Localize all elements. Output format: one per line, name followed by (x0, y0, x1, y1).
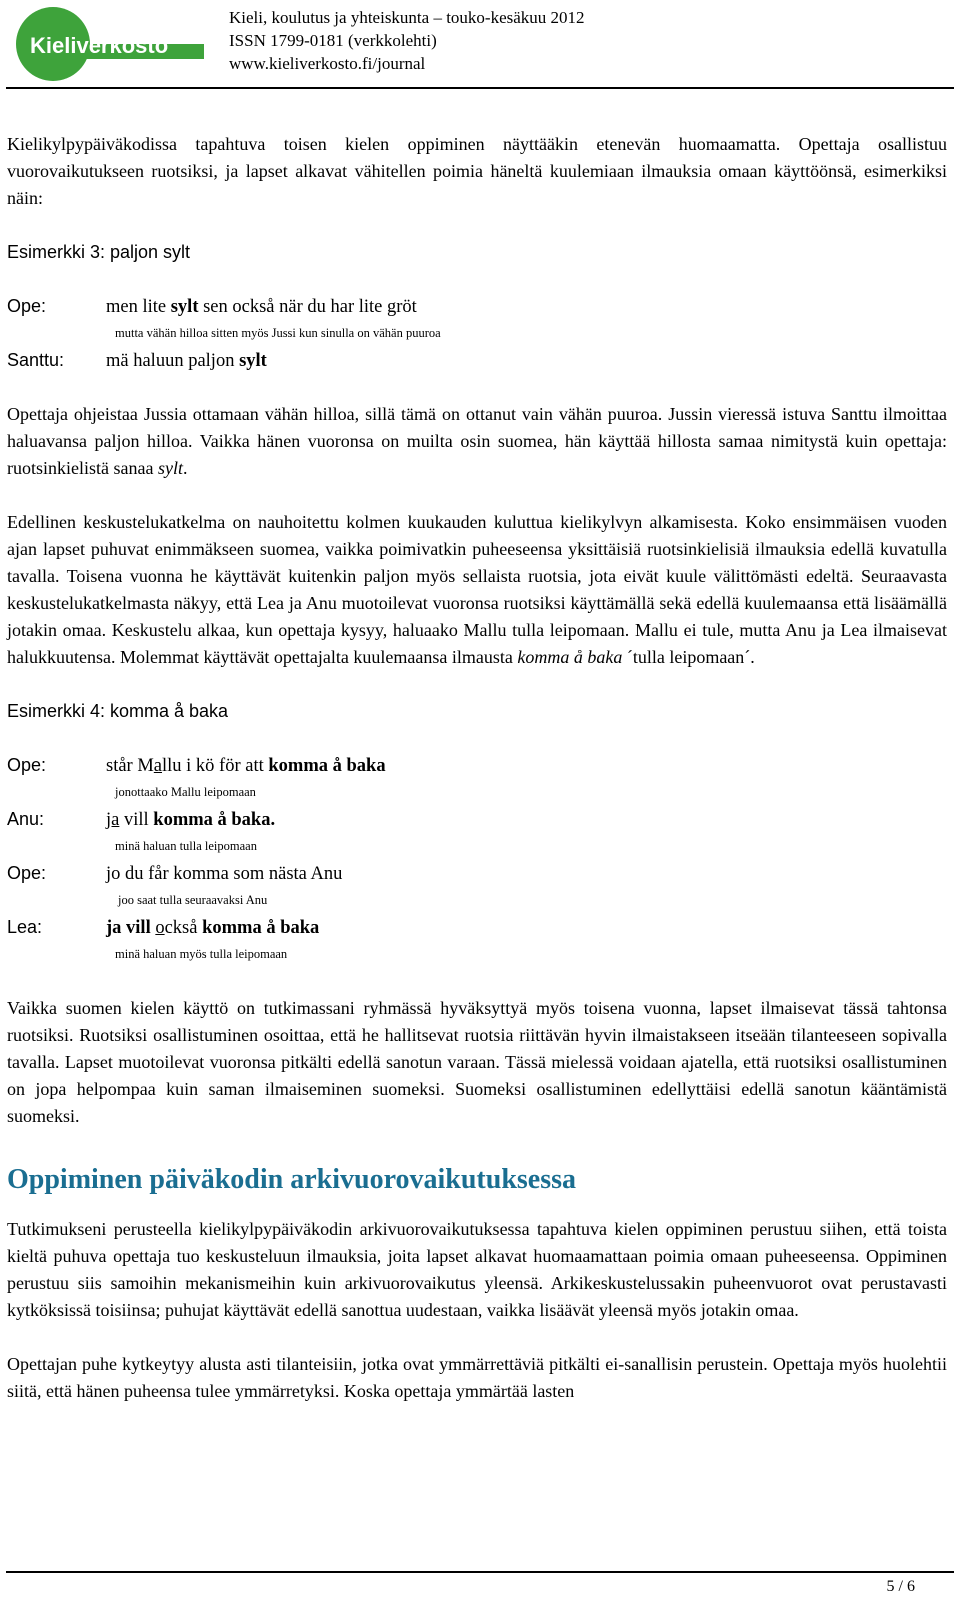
translation-gloss: jonottaako Mallu leipomaan (115, 785, 256, 799)
paragraph: Vaikka suomen kielen käyttö on tutkimassani ryhmässä hyväksyttyä myös toisena vuonna, lapset ilmaisevat tässä tahtonsa ruotsiksi. Ruotsiksi osallistuminen osoittaa, että he hallitsevat ruotsia riittävän hyvin ilmaistakseen itseään tilanteeseen sopivalla tavalla. Lapset muotoilevat vuoronsa pitkälti edellä sanotun varaan. Tässä mielessä voidaan ajatella, että ruotsiksi osallistuminen on jopa helpompaa kuin saman ilmaiseminen suomeksi. Suomeksi osallistuminen edellyttäisi edellä sanotun kääntämistä suomeksi. (7, 998, 947, 1126)
utterance: men lite sylt sen också när du har lite gröt (106, 297, 417, 317)
utterance: ja vill också komma å baka (106, 918, 320, 938)
journal-title: Kieli, koulutus ja yhteiskunta – touko-kesäkuu 2012 (229, 8, 585, 27)
journal-info (229, 6, 585, 75)
example-3 (7, 293, 947, 374)
speaker-label: Ope: (7, 863, 47, 883)
utterance: står Mallu i kö för att komma å baka (106, 756, 386, 776)
speaker-label: Santtu: (7, 350, 65, 370)
speaker-label: Ope: (7, 755, 47, 775)
example-3-title: Esimerkki 3: paljon sylt (7, 242, 191, 262)
transcript-row (7, 752, 947, 779)
utterance: ja vill komma å baka. (106, 810, 276, 830)
transcript-row (7, 293, 947, 320)
speaker-label: Anu: (7, 809, 45, 829)
page-number: 5 / 6 (886, 1578, 915, 1595)
page-header (0, 0, 960, 90)
journal-url[interactable]: www.kieliverkosto.fi/journal (229, 54, 426, 73)
utterance: mä haluun paljon sylt (106, 351, 267, 371)
translation-gloss: mutta vähän hilloa sitten myös Jussi kun sinulla on vähän puuroa (115, 326, 441, 340)
paragraph: Edellinen keskustelukatkelma on nauhoitettu kolmen kuukauden kuluttua kielikylvyn alkamisesta. Koko ensimmäisen vuoden ajan lapset puhuvat enimmäkseen suomea, vaikka poimivatkin puheeseensa yksittäisiä ruotsinkielisiä ilmauksia edellä kuvatulla tavalla. Toisena vuonna he käyttävät kuitenkin paljon myös sellaista ruotsia, jota eivät kuule välittömästi edeltä. Seuraavasta keskustelukatkelmasta näkyy, että Lea ja Anu muotoilevat vuoronsa ruotsiksi käyttämällä sekä edellä kuulemaansa että lisäämällä jotakin omaa. Keskustelu alkaa, kun opettaja kysyy, haluaako Mallu tulla leipomaan. Mallu ei tule, mutta Anu ja Lea ilmaisevat halukkuutensa. Molemmat käyttävät opettajalta kuulemaansa ilmausta komma å baka ´tulla leipomaan´. (7, 512, 947, 667)
speaker-label: Lea: (7, 917, 43, 937)
article-body (7, 131, 947, 1405)
translation-gloss: minä haluan tulla leipomaan (115, 839, 257, 853)
translation-gloss: minä haluan myös tulla leipomaan (115, 947, 288, 961)
transcript-row (7, 914, 947, 941)
footer-rule (6, 1571, 954, 1573)
logo-text: Kieliverkosto (30, 33, 169, 58)
transcript-row (7, 860, 947, 887)
header-rule (6, 87, 954, 89)
paragraph: Tutkimukseni perusteella kielikylpypäiväkodin arkivuorovaikutuksessa tapahtuva kielen oppiminen perustuu siihen, että toista kieltä puhuva opettaja tuo keskusteluun ilmauksia, joita lapset alkavat huomaamattaan poimia omaan puheeseensa. Oppiminen perustuu siis samoihin mekanismeihin kuin arkivuorovaikutus yleensä. Arkikeskustelussakin puheenvuorot ovat perustavasti kytköksissä toisiinsa; puhujat käyttävät edellä sanottua uudestaan, vaikka lisäävät yleensä myös jotakin omaa. (7, 1219, 947, 1320)
example-4 (7, 752, 947, 968)
paragraph: Opettajan puhe kytkeytyy alusta asti tilanteisiin, jotka ovat ymmärrettäviä pitkälti ei-sanallisin perustein. Opettaja myös huolehtii siitä, että hänen puheensa tulee ymmärretyksi. Koska opettaja ymmärtää lasten (7, 1354, 947, 1401)
speaker-label: Ope: (7, 296, 47, 316)
translation-gloss: joo saat tulla seuraavaksi Anu (118, 893, 268, 907)
paragraph: Opettaja ohjeistaa Jussia ottamaan vähän hilloa, sillä tämä on ottanut vain vähän puuroa. Jussin vieressä istuva Santtu ilmoittaa haluavansa paljon hilloa. Vaikka hänen vuoronsa on muilta osin suomea, hän käyttää hillosta samaa nimitystä kuin opettaja: ruotsinkielistä sanaa sylt. (7, 404, 947, 478)
paragraph: Kielikylpypäiväkodissa tapahtuva toisen kielen oppiminen näyttääkin etenevän huomaamatta. Opettaja osallistuu vuorovaikutukseen ruotsiksi, ja lapset alkavat vähitellen poimia häneltä kuulemiaan ilmauksia omaan käyttöönsä, esimerkiksi näin: (7, 134, 947, 208)
logo-graphic (16, 7, 204, 81)
transcript-row (7, 347, 947, 374)
example-4-title: Esimerkki 4: komma å baka (7, 701, 229, 721)
kieliverkosto-logo (16, 7, 204, 81)
transcript-row (7, 806, 947, 833)
journal-issn: ISSN 1799-0181 (verkkolehti) (229, 31, 437, 50)
utterance: jo du får komma som nästa Anu (106, 864, 343, 884)
section-heading: Oppiminen päiväkodin arkivuorovaikutuksessa (7, 1164, 577, 1195)
